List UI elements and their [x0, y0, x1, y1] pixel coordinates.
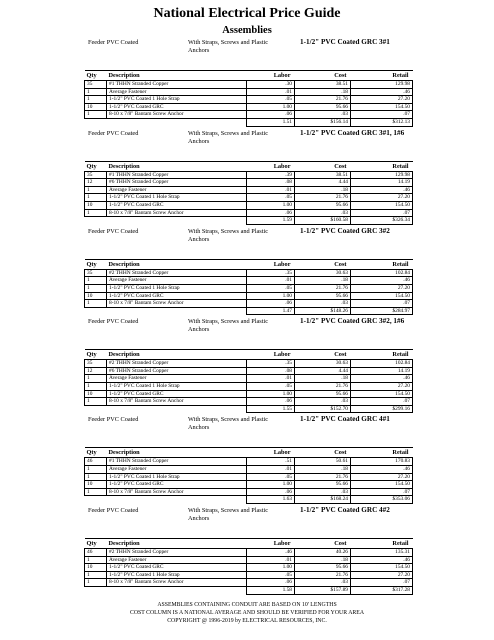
column-header: Labor	[247, 448, 295, 458]
table-cell: 95.66	[295, 201, 351, 209]
table-row	[85, 186, 413, 194]
column-header: Labor	[247, 161, 295, 171]
column-header: Cost	[295, 161, 351, 171]
table-row	[85, 488, 413, 496]
table-cell: .07	[351, 209, 413, 217]
table-cell: 8-10 x 7/8" Bantam Screw Anchor	[107, 111, 247, 119]
table-cell: .18	[295, 277, 351, 285]
table-cell: 95.66	[295, 564, 351, 572]
table-cell: .01	[247, 375, 295, 383]
totals-row	[85, 496, 413, 504]
table-cell: 10	[85, 481, 107, 489]
table-cell: 21.76	[295, 473, 351, 481]
total-cell: $152.70	[295, 405, 351, 413]
table-row	[85, 269, 413, 277]
column-header: Description	[107, 259, 247, 269]
assembly-header	[0, 225, 494, 259]
table-cell: 4.44	[295, 367, 351, 375]
table-row	[85, 103, 413, 111]
table-cell: 8-10 x 7/8" Bantam Screw Anchor	[107, 488, 247, 496]
assembly-header	[0, 504, 494, 538]
table-cell: 10	[85, 292, 107, 300]
page-footer	[0, 601, 494, 625]
column-header: Qty	[85, 539, 107, 549]
assembly-name: 1-1/2" PVC Coated GRC 4#2	[300, 506, 390, 514]
table-row	[85, 292, 413, 300]
table-cell: .05	[247, 383, 295, 391]
table-cell: 12	[85, 179, 107, 187]
table-cell: 8-10 x 7/8" Bantam Screw Anchor	[107, 300, 247, 308]
table-cell: .03	[295, 209, 351, 217]
table-cell: .06	[247, 579, 295, 587]
table-cell: .03	[295, 488, 351, 496]
table-cell: .05	[247, 473, 295, 481]
table-cell: 1	[85, 375, 107, 383]
table-cell: .46	[247, 549, 295, 557]
column-header: Qty	[85, 448, 107, 458]
assembly-name: 1-1/2" PVC Coated GRC 3#2, 1#6	[300, 317, 405, 326]
table-cell: .07	[351, 398, 413, 406]
table-cell: .01	[247, 88, 295, 96]
table-cell: 129.98	[351, 171, 413, 179]
table-cell: 154.50	[351, 103, 413, 111]
table-cell: 27.20	[351, 473, 413, 481]
table-cell: .46	[351, 277, 413, 285]
assembly-table	[84, 538, 413, 595]
table-cell: 154.50	[351, 481, 413, 489]
table-cell: 1.00	[247, 481, 295, 489]
table-cell: 1	[85, 194, 107, 202]
table-cell: .07	[351, 111, 413, 119]
table-cell: 154.50	[351, 292, 413, 300]
assembly-description: With Straps, Screws and Plastic Anchors	[188, 129, 269, 145]
page-subtitle: Assemblies	[222, 25, 272, 36]
table-cell: 1-1/2" PVC Coated GRC	[107, 103, 247, 111]
table-cell: 35	[85, 171, 107, 179]
column-header: Labor	[247, 259, 295, 269]
table-cell: 1-1/2" PVC Coated GRC	[107, 201, 247, 209]
assembly-table	[84, 447, 413, 504]
assembly-section	[0, 127, 494, 225]
assembly-header	[0, 127, 494, 161]
column-header: Description	[107, 539, 247, 549]
column-header: Description	[107, 350, 247, 360]
table-cell: #1 THHN Stranded Copper	[107, 81, 247, 89]
table-cell: .03	[295, 579, 351, 587]
table-cell: 10	[85, 564, 107, 572]
table-cell: .18	[295, 466, 351, 474]
table-row	[85, 96, 413, 104]
table-cell: 50.61	[295, 458, 351, 466]
table-row	[85, 88, 413, 96]
table-cell: 10	[85, 390, 107, 398]
table-row	[85, 481, 413, 489]
total-cell: $157.89	[295, 586, 351, 594]
table-cell: 46	[85, 549, 107, 557]
column-header: Cost	[295, 350, 351, 360]
table-cell: .46	[351, 556, 413, 564]
table-cell: .03	[295, 300, 351, 308]
assembly-description: With Straps, Screws and Plastic Anchors	[188, 507, 269, 522]
table-row	[85, 564, 413, 572]
total-cell: $299.16	[351, 405, 413, 413]
total-cell: $353.06	[351, 496, 413, 504]
assembly-category: Feeder PVC Coated	[88, 227, 139, 235]
table-cell: 95.66	[295, 481, 351, 489]
table-cell: Average Fastener	[107, 277, 247, 285]
table-cell: Average Fastener	[107, 375, 247, 383]
table-cell: 1	[85, 284, 107, 292]
column-header: Cost	[295, 539, 351, 549]
assembly-table	[84, 349, 413, 413]
table-cell: 1	[85, 300, 107, 308]
total-cell: 1.51	[247, 118, 295, 126]
column-header: Retail	[351, 161, 413, 171]
table-cell: .46	[351, 375, 413, 383]
total-cell: 1.58	[247, 586, 295, 594]
column-header: Labor	[247, 71, 295, 81]
table-cell: 102.84	[351, 269, 413, 277]
table-cell: 1	[85, 488, 107, 496]
table-header-row	[85, 259, 413, 269]
table-cell: 1.00	[247, 292, 295, 300]
assembly-header	[0, 36, 494, 70]
table-row	[85, 383, 413, 391]
table-cell: .01	[247, 186, 295, 194]
column-header: Retail	[351, 350, 413, 360]
table-cell: .01	[247, 466, 295, 474]
table-cell: 1-1/2" PVC Coated GRC	[107, 481, 247, 489]
table-cell: 129.98	[351, 81, 413, 89]
table-cell: 1	[85, 571, 107, 579]
table-cell: 1	[85, 96, 107, 104]
column-header: Qty	[85, 259, 107, 269]
table-cell: 1	[85, 277, 107, 285]
table-cell: .39	[247, 171, 295, 179]
total-cell: 1.63	[247, 496, 295, 504]
assembly-category: Feeder PVC Coated	[88, 129, 139, 137]
table-cell: .05	[247, 571, 295, 579]
table-cell: .06	[247, 300, 295, 308]
table-cell: #2 THHN Stranded Copper	[107, 360, 247, 368]
table-row	[85, 111, 413, 119]
assembly-table	[84, 70, 413, 127]
table-cell: 27.20	[351, 194, 413, 202]
table-cell: 1-1/2" PVC Coated 1 Hole Strap	[107, 284, 247, 292]
table-cell: 40.26	[295, 549, 351, 557]
table-cell: 1	[85, 466, 107, 474]
table-cell: 95.66	[295, 103, 351, 111]
table-header-row	[85, 539, 413, 549]
table-row	[85, 81, 413, 89]
table-row	[85, 179, 413, 187]
table-cell: .05	[247, 96, 295, 104]
table-cell: 21.76	[295, 96, 351, 104]
table-row	[85, 194, 413, 202]
table-row	[85, 556, 413, 564]
table-cell: #2 THHN Stranded Copper	[107, 549, 247, 557]
assembly-name: 1-1/2" PVC Coated GRC 3#1	[300, 38, 390, 46]
table-cell: #1 THHN Stranded Copper	[107, 458, 247, 466]
total-cell: $156.14	[295, 118, 351, 126]
table-cell: 1.00	[247, 564, 295, 572]
footer-line: COST COLUMN IS A NATIONAL AVERAGE AND SHOULD BE VERIFIED FOR YOUR AREA	[129, 610, 365, 616]
assembly-description: With Straps, Screws and Plastic Anchors	[188, 318, 269, 334]
table-cell: 1	[85, 88, 107, 96]
assembly-section	[0, 413, 494, 504]
table-cell: .35	[247, 269, 295, 277]
column-header: Qty	[85, 350, 107, 360]
table-cell: 30.63	[295, 360, 351, 368]
total-cell: $160.58	[295, 217, 351, 225]
table-cell: #2 THHN Stranded Copper	[107, 269, 247, 277]
table-row	[85, 458, 413, 466]
assembly-name: 1-1/2" PVC Coated GRC 3#2	[300, 226, 390, 235]
column-header: Qty	[85, 161, 107, 171]
assemblies-list	[0, 36, 494, 595]
table-cell: .07	[351, 579, 413, 587]
table-cell: 1	[85, 473, 107, 481]
table-cell: 102.84	[351, 360, 413, 368]
table-row	[85, 284, 413, 292]
assembly-header	[0, 315, 494, 349]
table-cell: 21.76	[295, 194, 351, 202]
table-cell: 154.50	[351, 390, 413, 398]
table-row	[85, 360, 413, 368]
table-cell: 1.00	[247, 390, 295, 398]
table-header-row	[85, 71, 413, 81]
table-cell: 1.00	[247, 103, 295, 111]
footer-line: COPYRIGHT @ 1996-2019 by ELECTRICAL RESOURCES, INC.	[167, 618, 327, 624]
table-row	[85, 277, 413, 285]
assembly-category: Feeder PVC Coated	[88, 507, 139, 514]
page-title: National Electrical Price Guide	[153, 6, 341, 21]
assembly-table	[84, 161, 413, 225]
table-cell: 1	[85, 579, 107, 587]
column-header: Cost	[295, 448, 351, 458]
table-cell: 1	[85, 383, 107, 391]
column-header: Qty	[85, 71, 107, 81]
table-row	[85, 201, 413, 209]
table-cell: .30	[247, 81, 295, 89]
table-cell: 14.19	[351, 179, 413, 187]
column-header: Labor	[247, 539, 295, 549]
totals-row	[85, 118, 413, 126]
table-cell: Average Fastener	[107, 466, 247, 474]
totals-row	[85, 217, 413, 225]
table-cell: 21.76	[295, 383, 351, 391]
column-header: Retail	[351, 71, 413, 81]
table-cell: 35	[85, 269, 107, 277]
table-cell: 1-1/2" PVC Coated 1 Hole Strap	[107, 96, 247, 104]
total-cell: $148.26	[295, 307, 351, 315]
table-cell: 1	[85, 556, 107, 564]
table-header-row	[85, 161, 413, 171]
table-cell: .01	[247, 556, 295, 564]
table-row	[85, 390, 413, 398]
table-cell: 170.83	[351, 458, 413, 466]
table-cell: #6 THHN Stranded Copper	[107, 179, 247, 187]
table-row	[85, 473, 413, 481]
table-cell: .05	[247, 194, 295, 202]
table-cell: 8-10 x 7/8" Bantam Screw Anchor	[107, 579, 247, 587]
assembly-category: Feeder PVC Coated	[88, 318, 139, 326]
assembly-description: With Straps, Screws and Plastic Anchors	[188, 39, 269, 54]
assembly-table	[84, 259, 413, 316]
table-cell: .46	[351, 88, 413, 96]
assembly-description: With Straps, Screws and Plastic Anchors	[188, 416, 269, 432]
table-row	[85, 375, 413, 383]
totals-row	[85, 405, 413, 413]
total-cell: 1.55	[247, 405, 295, 413]
table-cell: 35	[85, 360, 107, 368]
table-cell: 95.66	[295, 292, 351, 300]
table-cell: .51	[247, 458, 295, 466]
table-cell: .01	[247, 277, 295, 285]
assembly-description: With Straps, Screws and Plastic Anchors	[188, 227, 269, 243]
column-header: Cost	[295, 71, 351, 81]
table-cell: Average Fastener	[107, 556, 247, 564]
table-cell: 27.20	[351, 284, 413, 292]
table-cell: 8-10 x 7/8" Bantam Screw Anchor	[107, 209, 247, 217]
table-row	[85, 171, 413, 179]
column-header: Labor	[247, 350, 295, 360]
column-header: Description	[107, 71, 247, 81]
table-cell: 95.66	[295, 390, 351, 398]
table-cell: .18	[295, 186, 351, 194]
table-row	[85, 367, 413, 375]
assembly-header	[0, 413, 494, 447]
assembly-section	[0, 315, 494, 413]
column-header: Description	[107, 161, 247, 171]
table-cell: .06	[247, 488, 295, 496]
table-cell: 1-1/2" PVC Coated 1 Hole Strap	[107, 571, 247, 579]
table-row	[85, 549, 413, 557]
table-cell: 21.76	[295, 571, 351, 579]
column-header: Cost	[295, 259, 351, 269]
table-cell: 135.31	[351, 549, 413, 557]
table-cell: .06	[247, 209, 295, 217]
table-cell: 154.50	[351, 564, 413, 572]
table-cell: 10	[85, 103, 107, 111]
assembly-section	[0, 504, 494, 595]
assembly-section	[0, 36, 494, 127]
table-row	[85, 398, 413, 406]
table-cell: 1.00	[247, 201, 295, 209]
table-cell: #1 THHN Stranded Copper	[107, 171, 247, 179]
column-header: Retail	[351, 448, 413, 458]
totals-row	[85, 586, 413, 594]
table-cell: 154.50	[351, 201, 413, 209]
table-cell: 1-1/2" PVC Coated GRC	[107, 292, 247, 300]
table-cell: 27.20	[351, 383, 413, 391]
table-cell: .08	[247, 367, 295, 375]
table-cell: 1	[85, 398, 107, 406]
table-cell: 1-1/2" PVC Coated GRC	[107, 390, 247, 398]
table-cell: .18	[295, 375, 351, 383]
table-cell: 12	[85, 367, 107, 375]
table-cell: .46	[351, 186, 413, 194]
table-row	[85, 300, 413, 308]
table-cell: 1	[85, 209, 107, 217]
assembly-category: Feeder PVC Coated	[88, 416, 139, 424]
table-cell: 1-1/2" PVC Coated GRC	[107, 564, 247, 572]
totals-row	[85, 307, 413, 315]
total-cell: 1.59	[247, 217, 295, 225]
table-cell: 4.44	[295, 179, 351, 187]
table-cell: 35	[85, 81, 107, 89]
table-cell: 27.20	[351, 96, 413, 104]
assembly-category: Feeder PVC Coated	[88, 39, 139, 46]
table-cell: .08	[247, 179, 295, 187]
total-cell: 1.47	[247, 307, 295, 315]
table-cell: .07	[351, 488, 413, 496]
table-cell: .03	[295, 398, 351, 406]
table-cell: 27.20	[351, 571, 413, 579]
total-cell: $317.28	[351, 586, 413, 594]
column-header: Retail	[351, 259, 413, 269]
table-cell: 21.76	[295, 284, 351, 292]
table-cell: .07	[351, 300, 413, 308]
table-cell: 1	[85, 186, 107, 194]
table-cell: .18	[295, 88, 351, 96]
table-cell: 38.51	[295, 171, 351, 179]
table-cell: .05	[247, 284, 295, 292]
table-cell: .03	[295, 111, 351, 119]
table-cell: 1-1/2" PVC Coated 1 Hole Strap	[107, 473, 247, 481]
table-cell: .06	[247, 398, 295, 406]
footer-line: ASSEMBLIES CONTAINING CONDUIT ARE BASED ON 10' LENGTHS	[157, 602, 337, 608]
table-cell: 1-1/2" PVC Coated 1 Hole Strap	[107, 383, 247, 391]
table-cell: .18	[295, 556, 351, 564]
assembly-name: 1-1/2" PVC Coated GRC 4#1	[300, 415, 390, 424]
table-cell: 30.63	[295, 269, 351, 277]
table-cell: .06	[247, 111, 295, 119]
table-cell: 10	[85, 201, 107, 209]
table-cell: 46	[85, 458, 107, 466]
assembly-section	[0, 225, 494, 316]
table-cell: 38.51	[295, 81, 351, 89]
table-header-row	[85, 350, 413, 360]
total-cell: $326.34	[351, 217, 413, 225]
table-cell: 14.19	[351, 367, 413, 375]
table-row	[85, 466, 413, 474]
total-cell: $284.97	[351, 307, 413, 315]
total-cell: $312.13	[351, 118, 413, 126]
table-cell: 1-1/2" PVC Coated 1 Hole Strap	[107, 194, 247, 202]
table-cell: Average Fastener	[107, 88, 247, 96]
table-cell: #6 THHN Stranded Copper	[107, 367, 247, 375]
table-cell: 8-10 x 7/8" Bantam Screw Anchor	[107, 398, 247, 406]
table-row	[85, 579, 413, 587]
table-row	[85, 571, 413, 579]
column-header: Retail	[351, 539, 413, 549]
assembly-name: 1-1/2" PVC Coated GRC 3#1, 1#6	[300, 128, 405, 137]
table-cell: Average Fastener	[107, 186, 247, 194]
column-header: Description	[107, 448, 247, 458]
table-cell: 1	[85, 111, 107, 119]
table-cell: .35	[247, 360, 295, 368]
table-header-row	[85, 448, 413, 458]
total-cell: $168.24	[295, 496, 351, 504]
table-row	[85, 209, 413, 217]
table-cell: .46	[351, 466, 413, 474]
